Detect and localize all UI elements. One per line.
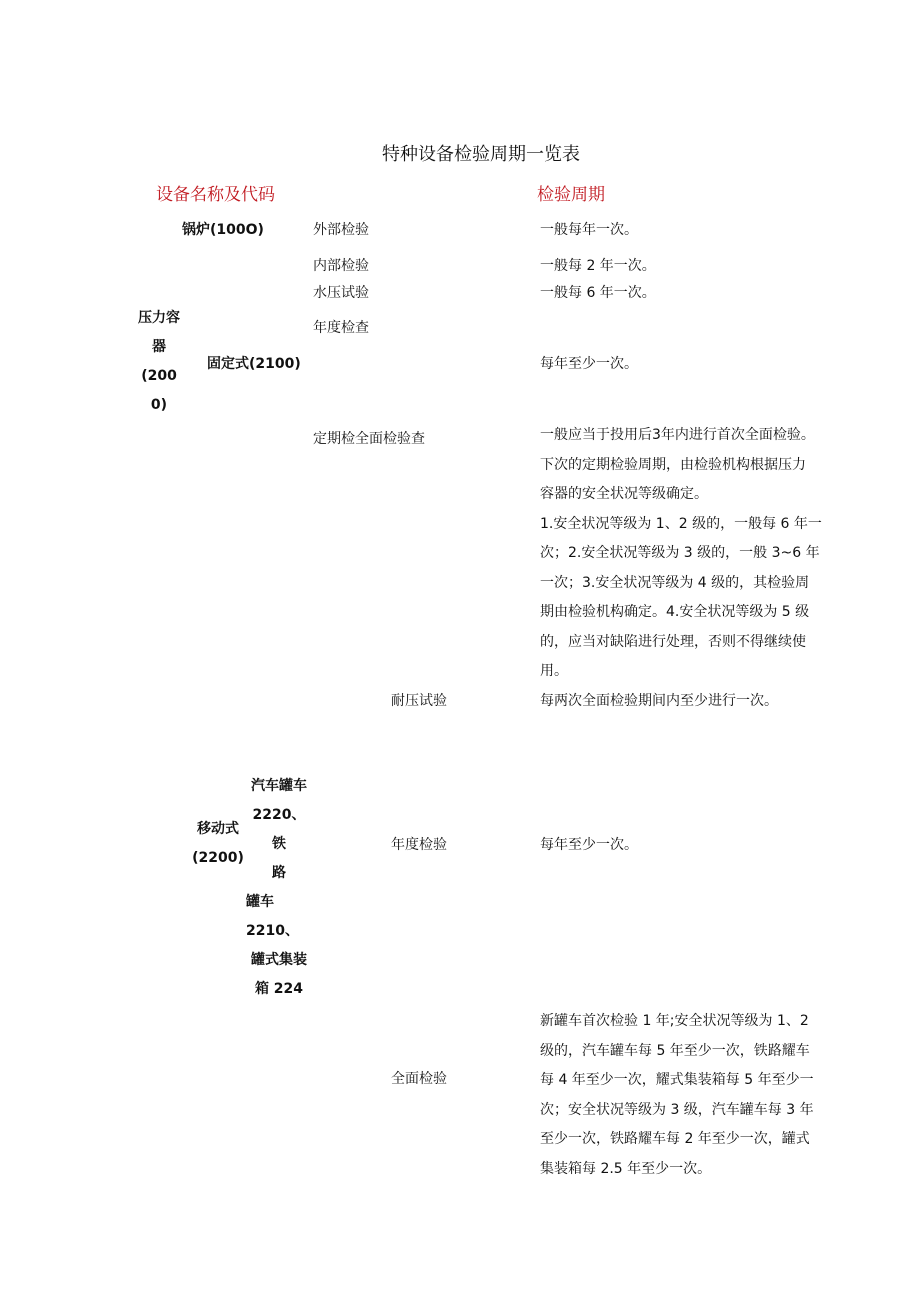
fixed-periodic-cycle-line: 一次；3.安全状况等级为 4 级的，其检验周 bbox=[540, 574, 810, 591]
mobile-annual-item: 年度检验 bbox=[391, 837, 447, 853]
fixed-periodic-cycle-line: 一般应当于投用后3年内进行首次全面检验。 bbox=[540, 427, 815, 443]
mobile-subtypes bbox=[246, 772, 312, 1004]
fixed-periodic-cycle-line: 用。 bbox=[540, 663, 568, 679]
fixed-pressure-test-item: 耐压试验 bbox=[391, 693, 447, 709]
mobile-type-name bbox=[188, 815, 248, 873]
mobile-full-cycle bbox=[540, 1007, 860, 1184]
page-title: 特种设备检验周期一览表 bbox=[382, 144, 580, 165]
pressure-vessel-name-line: 压力容 bbox=[138, 310, 180, 326]
header-equipment: 设备名称及代码 bbox=[156, 185, 275, 205]
mobile-subtype-line: 路 bbox=[272, 865, 286, 881]
fixed-periodic-cycle-line: 次；2.安全状况等级为 3 级的，一般 3~6 年 bbox=[540, 545, 820, 561]
mobile-subtype-line: 汽车罐车 bbox=[251, 778, 307, 794]
boiler-internal-cycle: 一般每 2 年一次。 bbox=[540, 258, 656, 274]
boiler-name: 锅炉(100O) bbox=[182, 222, 264, 238]
mobile-type-name-line: 移动式 bbox=[197, 821, 239, 837]
mobile-subtype-line: 2210、 bbox=[246, 923, 299, 939]
mobile-type-name-line: (2200) bbox=[192, 850, 244, 866]
mobile-full-cycle-line: 每 4 年至少一次，耀式集装箱每 5 年至少一 bbox=[540, 1072, 814, 1088]
fixed-periodic-item: 定期检全面检验查 bbox=[313, 431, 425, 447]
mobile-full-cycle-line: 级的，汽车罐车每 5 年至少一次，铁路耀车 bbox=[540, 1042, 810, 1059]
boiler-external-cycle: 一般每年一次。 bbox=[540, 222, 638, 238]
fixed-periodic-cycle-line: 的，应当对缺陷进行处理，否则不得继续使 bbox=[540, 633, 806, 650]
fixed-annual-item: 年度检查 bbox=[313, 320, 369, 336]
boiler-external-item: 外部检验 bbox=[313, 222, 369, 238]
fixed-periodic-cycle-line: 下次的定期检验周期，由检验机构根据压力 bbox=[540, 456, 806, 473]
boiler-hydro-item: 水压试验 bbox=[313, 285, 369, 301]
pressure-vessel-name-line: 0) bbox=[150, 397, 168, 413]
mobile-subtype-line: 罐式集装 bbox=[251, 952, 307, 968]
fixed-annual-cycle: 每年至少一次。 bbox=[540, 356, 638, 372]
pressure-vessel-name-line: 器 bbox=[152, 339, 166, 355]
fixed-periodic-cycle-line: 期由检验机构确定。4.安全状况等级为 5 级 bbox=[540, 604, 810, 620]
mobile-full-cycle-line: 集装箱每 2.5 年至少一次。 bbox=[540, 1160, 712, 1177]
fixed-periodic-cycle bbox=[540, 421, 860, 687]
mobile-full-item: 全面检验 bbox=[391, 1071, 447, 1087]
mobile-subtype-line: 箱 224 bbox=[254, 981, 304, 997]
fixed-pressure-test-cycle: 每两次全面检验期间内至少进行一次。 bbox=[540, 693, 778, 709]
mobile-annual-cycle: 每年至少一次。 bbox=[540, 837, 638, 853]
boiler-internal-item: 内部检验 bbox=[313, 258, 369, 274]
boiler-hydro-cycle: 一般每 6 年一次。 bbox=[540, 285, 656, 301]
fixed-type-name: 固定式(2100) bbox=[207, 356, 301, 372]
mobile-full-cycle-line: 次；安全状况等级为 3 级，汽车罐车每 3 年 bbox=[540, 1101, 814, 1118]
mobile-full-cycle-line: 新罐车首次检验 1 年;安全状况等级为 1、2 bbox=[540, 1013, 809, 1029]
fixed-periodic-cycle-line: 1.安全状况等级为 1、2 级的，一般每 6 年一 bbox=[540, 515, 822, 532]
mobile-full-cycle-line: 至少一次，铁路耀车每 2 年至少一次，罐式 bbox=[540, 1131, 810, 1147]
mobile-subtype-line: 2220、铁 bbox=[252, 807, 306, 852]
mobile-subtype-line: 罐车 bbox=[246, 894, 274, 910]
fixed-periodic-cycle-line: 容器的安全状况等级确定。 bbox=[540, 486, 708, 502]
pressure-vessel-name bbox=[132, 304, 186, 420]
pressure-vessel-name-line: (200 bbox=[141, 368, 177, 384]
header-cycle: 检验周期 bbox=[537, 185, 605, 205]
